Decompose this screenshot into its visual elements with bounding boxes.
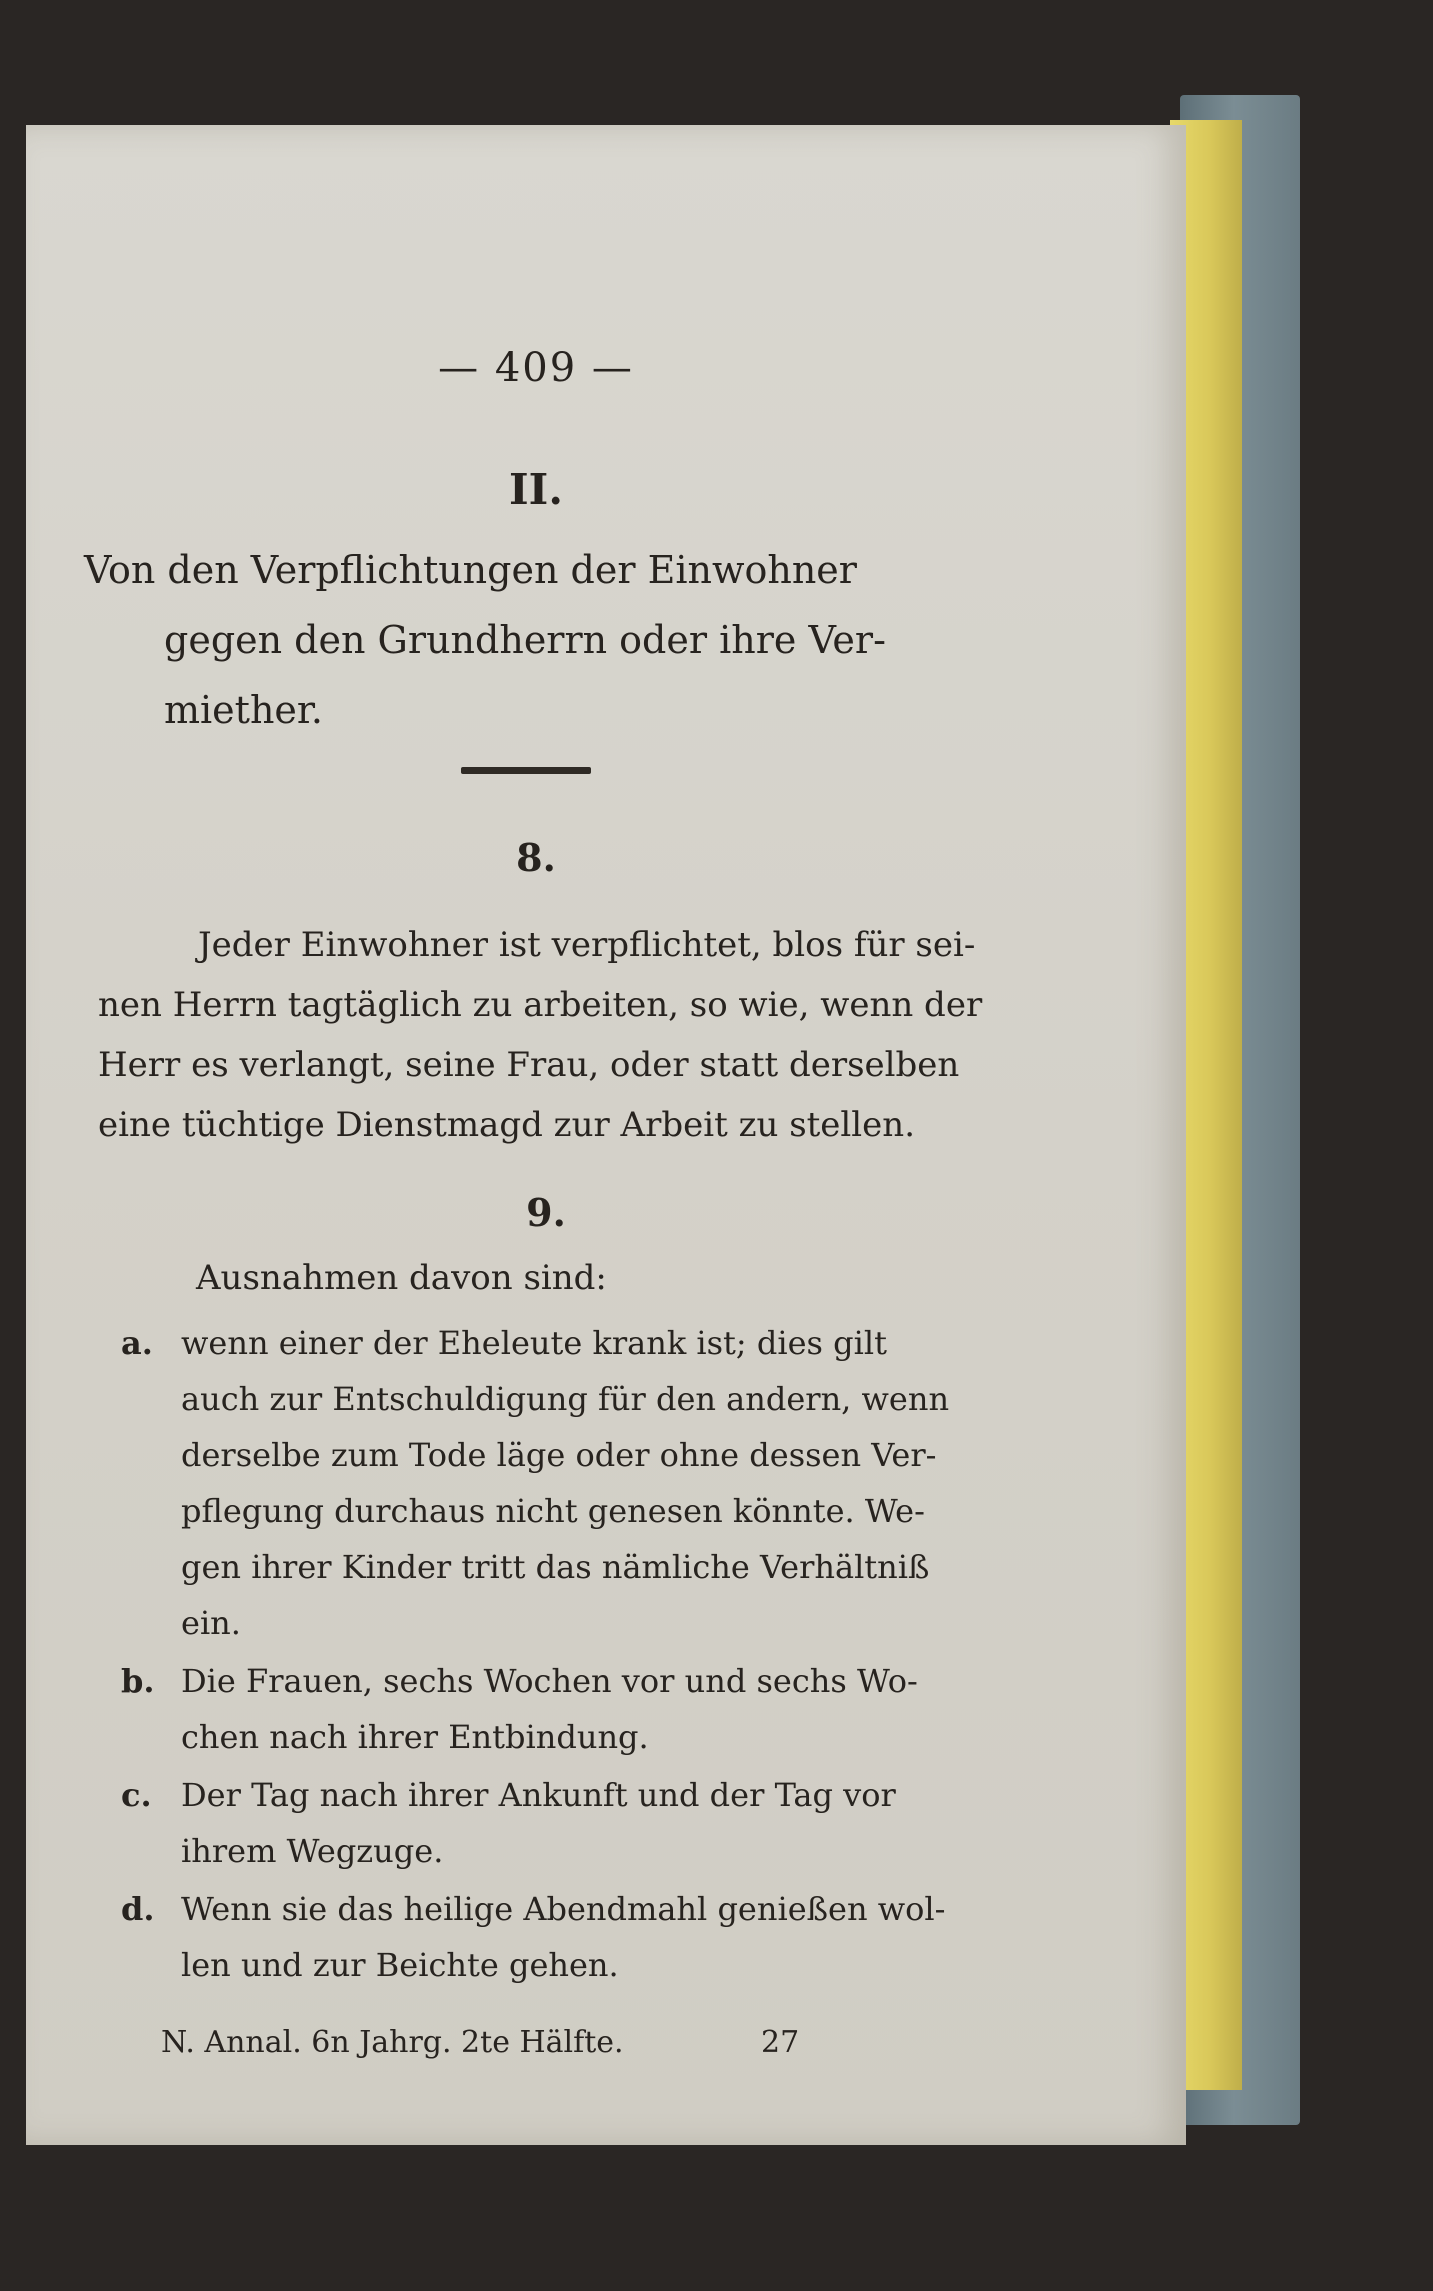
list-item-a	[121, 1315, 1041, 1651]
list-item-line: chen nach ihrer Entbindung.	[181, 1718, 649, 1756]
list-item-line: Die Frauen, sechs Wochen vor und sechs Wo-	[181, 1662, 918, 1700]
paragraph-line: Jeder Einwohner ist verpflichtet, blos für sei-	[198, 925, 976, 965]
list-item-line: len und zur Beichte gehen.	[181, 1946, 619, 1984]
sheet-signature: 27	[761, 2025, 800, 2060]
exception-list	[121, 1315, 1041, 1995]
list-item-line: Der Tag nach ihrer Ankunft und der Tag vor	[181, 1776, 896, 1814]
list-item-line: wenn einer der Eheleute krank ist; dies gilt	[181, 1324, 887, 1362]
title-line: miether.	[164, 688, 323, 732]
book-page	[26, 125, 1186, 2145]
list-marker: d.	[121, 1890, 155, 1928]
title-line: gegen den Grundherrn oder ihre Ver-	[164, 618, 886, 662]
title-line: Von den Verpflichtungen der Einwohner	[84, 548, 857, 592]
list-item-line: ein.	[181, 1604, 241, 1642]
list-item-line: auch zur Entschuldigung für den andern, wenn	[181, 1380, 950, 1418]
page-number: — 409 —	[438, 345, 634, 391]
list-item-line: Wenn sie das heilige Abendmahl genießen wol-	[181, 1890, 946, 1928]
list-item-line: gen ihrer Kinder tritt das nämliche Verhältniß	[181, 1548, 930, 1586]
list-item-line: pflegung durchaus nicht genesen könnte. We-	[181, 1492, 925, 1530]
paragraph-number-8: 8.	[516, 835, 556, 880]
list-marker: b.	[121, 1662, 155, 1700]
paragraph-8	[98, 915, 1038, 1155]
section-title	[84, 535, 1034, 745]
paragraph-line: Herr es verlangt, seine Frau, oder statt derselben	[98, 1045, 960, 1085]
list-item-c	[121, 1767, 1041, 1879]
list-marker: c.	[121, 1776, 152, 1814]
page-footer: N. Annal. 6n Jahrg. 2te Hälfte.	[161, 2025, 624, 2060]
paragraph-9-intro: Ausnahmen davon sind:	[196, 1258, 607, 1298]
paragraph-line: nen Herrn tagtäglich zu arbeiten, so wie, wenn der	[98, 985, 983, 1025]
list-item-line: derselbe zum Tode läge oder ohne dessen Ver-	[181, 1436, 937, 1474]
list-item-d	[121, 1881, 1041, 1993]
paragraph-number-9: 9.	[526, 1190, 566, 1235]
paragraph-line: eine tüchtige Dienstmagd zur Arbeit zu stellen.	[98, 1105, 915, 1145]
list-marker: a.	[121, 1324, 153, 1362]
section-number: II.	[509, 465, 563, 514]
list-item-b	[121, 1653, 1041, 1765]
divider-rule	[461, 767, 591, 774]
list-item-line: ihrem Wegzuge.	[181, 1832, 444, 1870]
